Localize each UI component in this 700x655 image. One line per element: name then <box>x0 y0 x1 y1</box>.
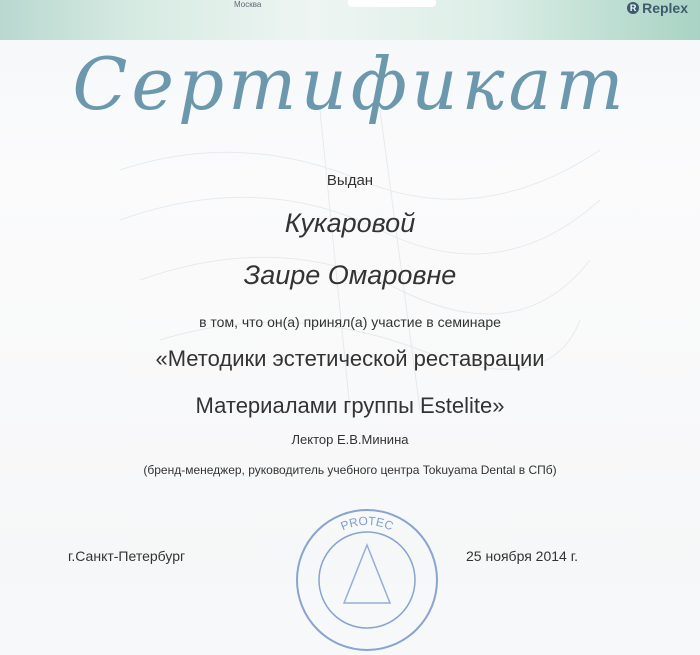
city: г.Санкт-Петербург <box>68 548 186 564</box>
lecturer-info: (бренд-менеджер, руководитель учебного центра Tokuyama Dental в СПб) <box>143 463 557 477</box>
lecturer: Лектор Е.В.Минина <box>291 432 409 447</box>
recipient-name: Заире Омаровне <box>243 260 457 290</box>
date: 25 ноября 2014 г. <box>466 548 578 564</box>
official-stamp <box>292 505 442 655</box>
certificate-title: Сертификат <box>72 42 628 126</box>
participation-text: в том, что он(а) принял(а) участие в семинаре <box>199 314 501 330</box>
recipient-surname: Кукаровой <box>284 208 416 238</box>
brand-name: Replex <box>642 0 688 16</box>
header-small-text: Москва <box>234 0 262 9</box>
svg-text:PROTEC <box>339 514 396 534</box>
seminar-title-line2: Материалами группы Estelite» <box>195 393 505 418</box>
seminar-title-line1: «Методики эстетической реставрации <box>155 346 545 371</box>
header-band <box>0 0 700 40</box>
brand-logo <box>627 0 688 16</box>
header-white-tab <box>348 0 436 7</box>
brand-mark-icon: R <box>627 2 639 14</box>
stamp-text: PROTEC <box>338 513 396 534</box>
issued-label: Выдан <box>326 172 374 189</box>
